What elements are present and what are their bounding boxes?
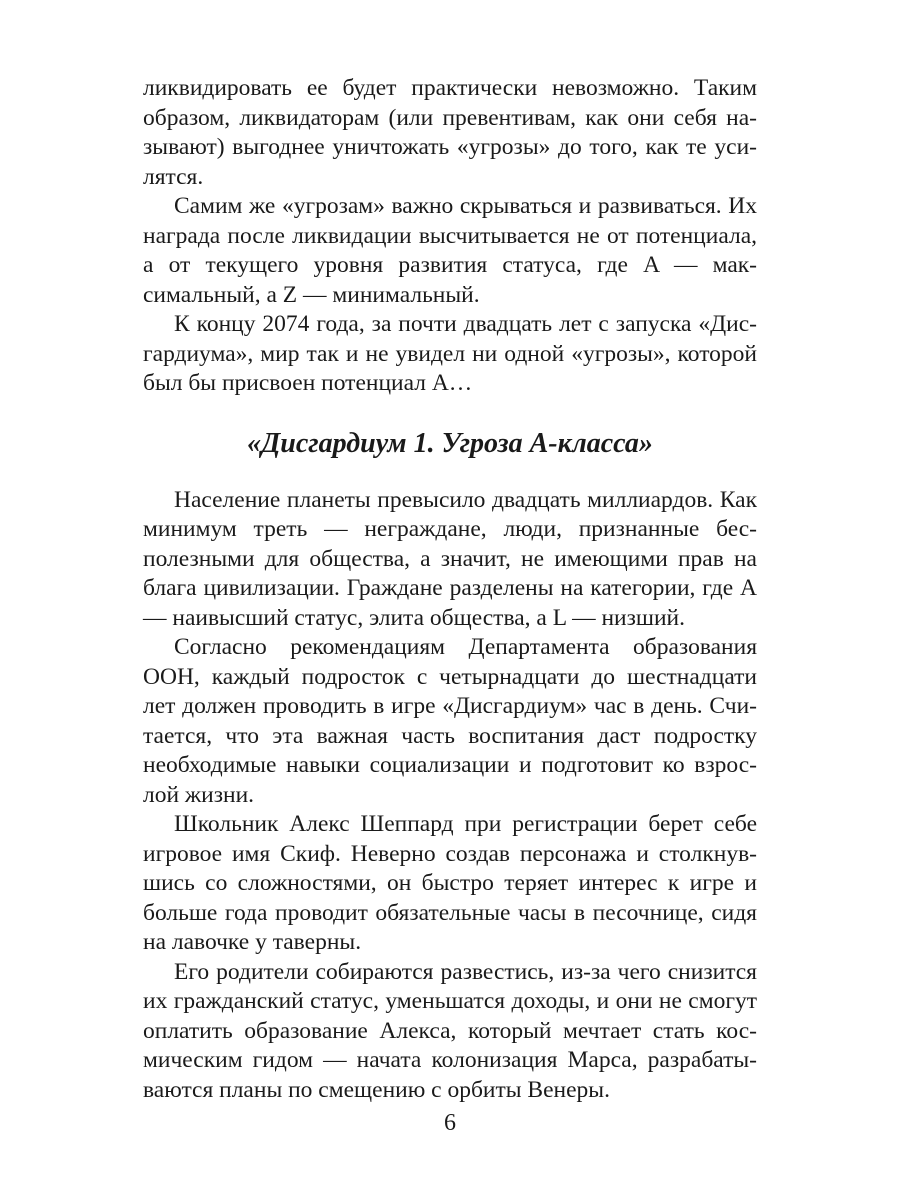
- paragraph-un-recommendations: Согласно рекомендациям Департамента образования ООН, каждый подросток с четырнадцати до шестнадцати лет должен проводить в игре «Дисгардиум» час в день. Считается, что эта важная часть воспитания даст подростку необходимые навыки социализации и подготовит ко взрослой жизни.: [143, 634, 757, 808]
- paragraph-liquidation: ликвидировать ее будет практически невозможно. Таким образом, ликвидаторам (или превентивам, как они себя называют) выгоднее уничтожать «угрозы» до того, как те усилятся.: [143, 75, 757, 190]
- page-number: 6: [444, 1110, 456, 1136]
- paragraph-year-2074: К концу 2074 года, за почти двадцать лет с запуска «Дисгардиума», мир так и не увидел ни одной «угрозы», которой был бы присвоен потенциал A…: [143, 311, 757, 396]
- book-title-heading: «Дисгардиум 1. Угроза А-класса»: [247, 427, 653, 459]
- paragraph-parents: Его родители собираются развестись, из-за чего снизится их гражданский статус, уменьшатся доходы, и они не смогут оплатить образование Алекса, который мечтает стать космическим гидом — начата колонизация Марса, разрабатываются планы по смещению с орбиты Венеры.: [143, 958, 757, 1103]
- page-body: [143, 74, 757, 1105]
- paragraph-population: Население планеты превысило двадцать миллиардов. Как минимум треть — неграждане, люди, признанные бесполезными для общества, а значит, не имеющими прав на блага цивилизации. Граждане разделены на категории, где A — наивысший статус, элита общества, а L — низший.: [143, 486, 757, 631]
- paragraph-alex-sheppard: Школьник Алекс Шеппард при регистрации берет себе игровое имя Скиф. Неверно создав персонажа и столкнувшись со сложностями, он быстро теряет интерес к игре и больше года проводит обязательные часы в песочнице, сидя на лавочке у таверны.: [143, 811, 757, 955]
- paragraph-threats-reward: Самим же «угрозам» важно скрываться и развиваться. Их награда после ликвидации высчитывается не от потенциала, а от текущего уровня развития статуса, где A — максимальный, а Z — минимальный.: [143, 193, 757, 308]
